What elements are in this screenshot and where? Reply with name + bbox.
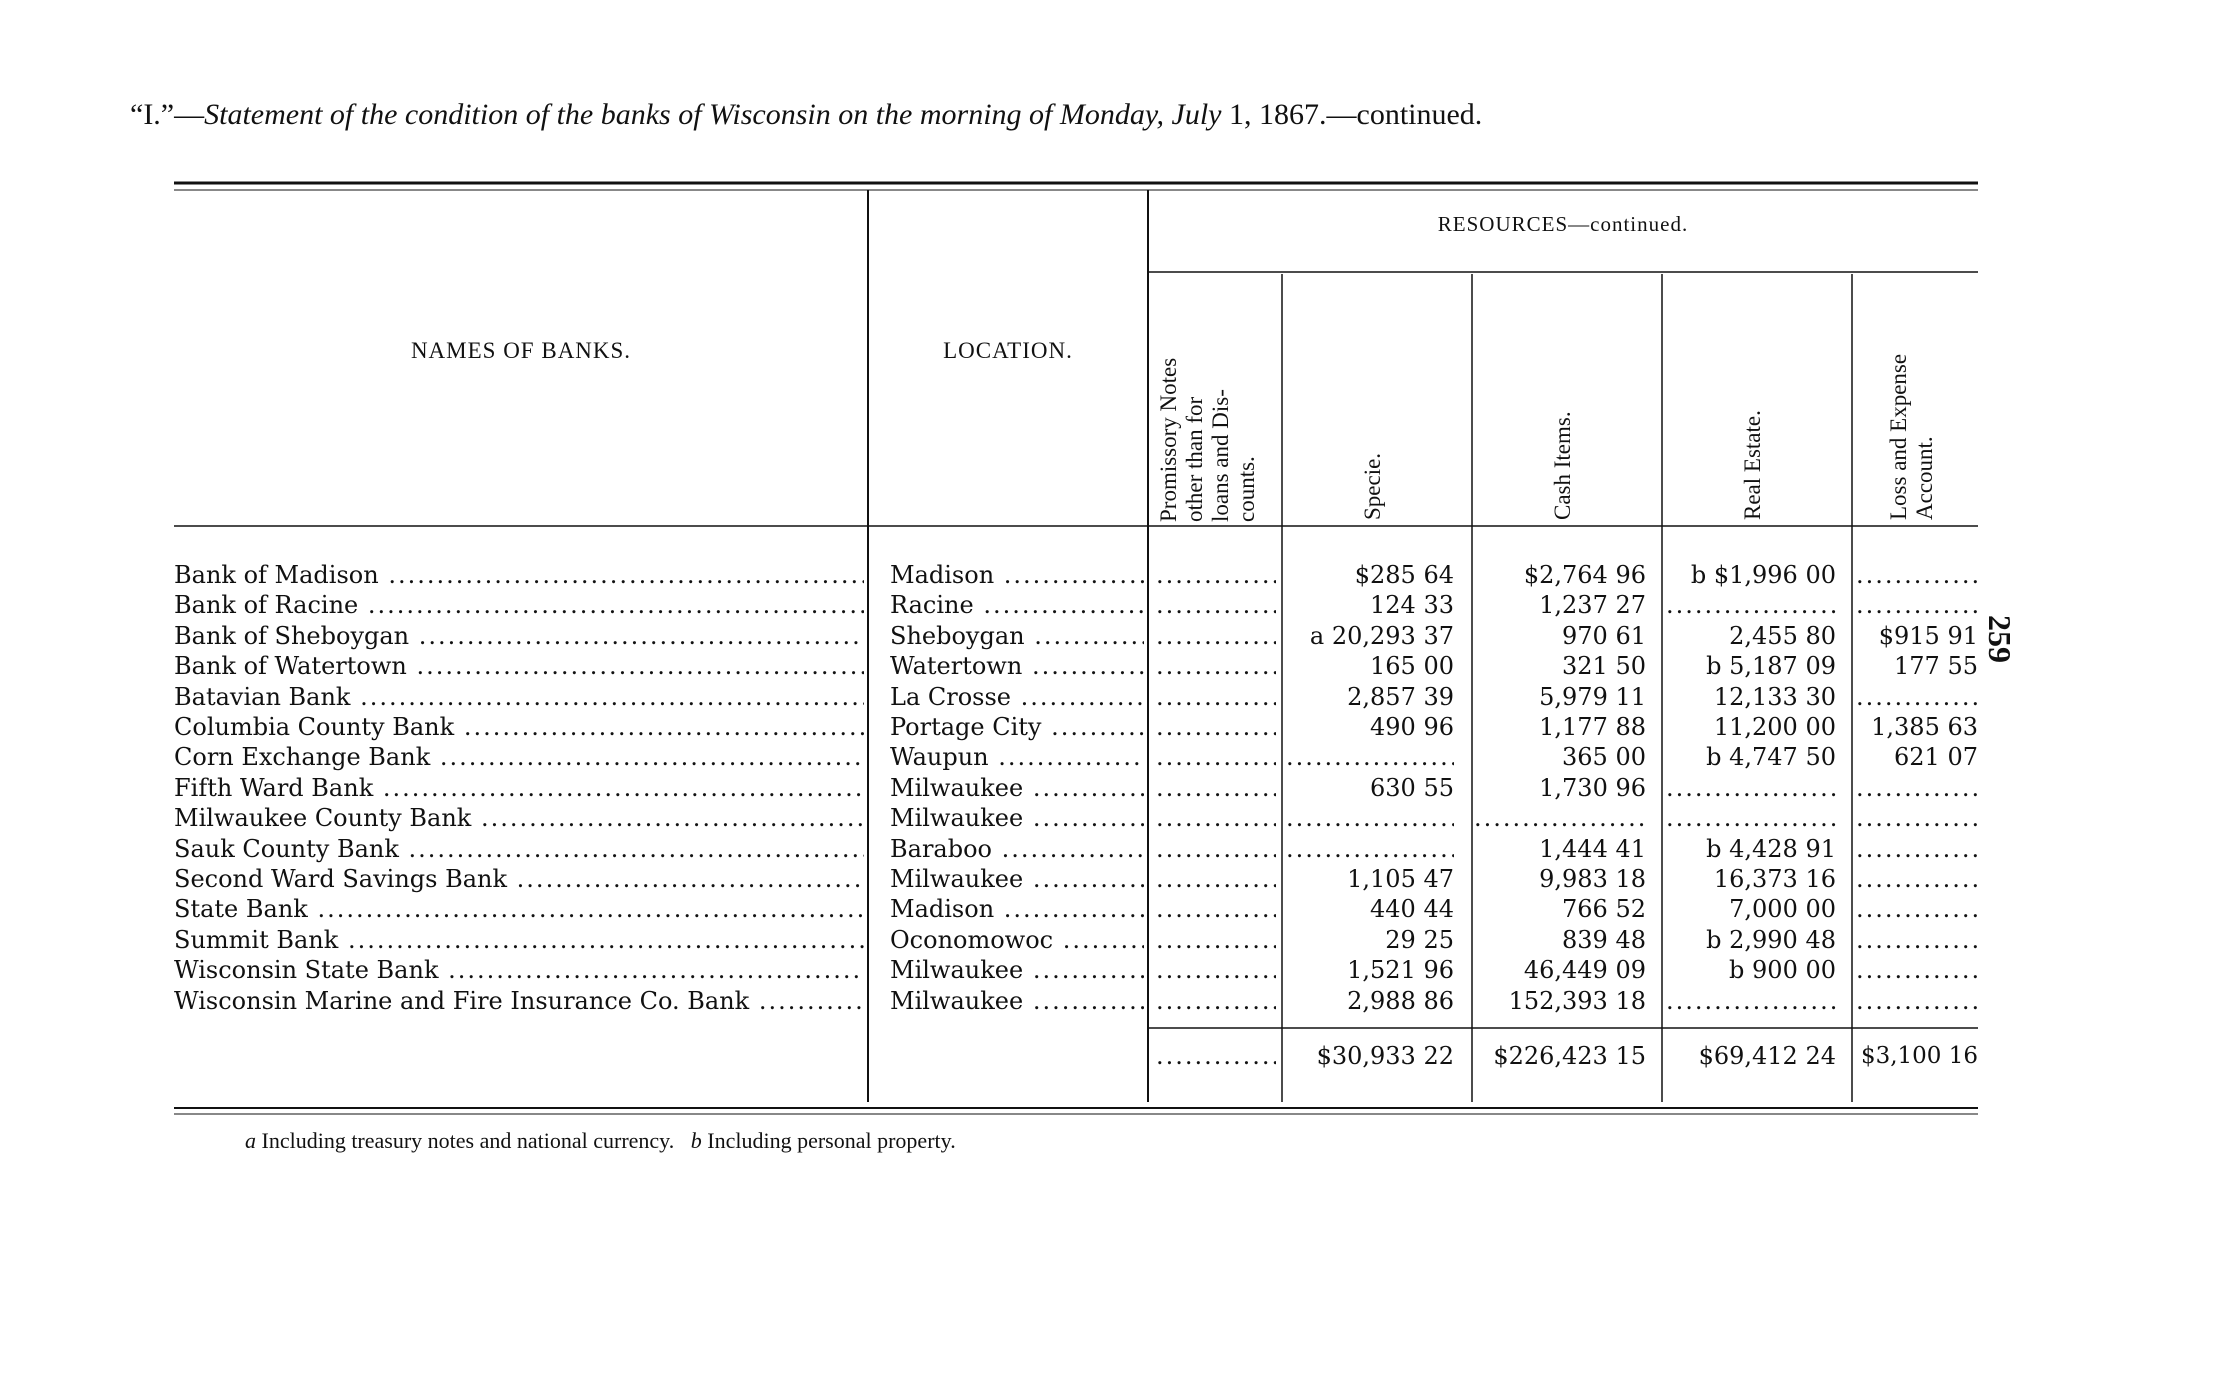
- specie-cell: 1,521 96: [1347, 956, 1454, 985]
- location-cell: Milwaukee .....: [890, 864, 1144, 894]
- bank-name-cell: Milwaukee County Bank .....: [174, 803, 864, 833]
- cash-items-cell: 321 50: [1562, 652, 1646, 681]
- table-row: [0, 621, 2222, 651]
- specie-cell: 124 33: [1370, 591, 1454, 620]
- promissory-cell: [1156, 894, 1276, 924]
- loss-expense-cell: [1856, 773, 1978, 803]
- table-row: [0, 894, 2222, 924]
- total-cash-items: $226,423 15: [1493, 1042, 1646, 1070]
- location-cell: Baraboo .....: [890, 834, 1144, 864]
- promissory-cell: [1156, 682, 1276, 712]
- cash-items-cell: 1,237 27: [1539, 591, 1646, 620]
- table-row: [0, 712, 2222, 742]
- real-estate-cell: b 4,428 91: [1706, 834, 1836, 863]
- loss-expense-cell: [1856, 986, 1978, 1016]
- cash-items-cell: 152,393 18: [1508, 986, 1646, 1015]
- table-row: [0, 864, 2222, 894]
- loss-expense-cell: [1856, 955, 1978, 985]
- bank-name-cell: Bank of Racine .....: [174, 590, 864, 620]
- specie-cell: $285 64: [1354, 561, 1454, 589]
- real-estate-cell: 16,373 16: [1713, 865, 1836, 893]
- promissory-cell: [1156, 712, 1276, 742]
- promissory-cell: [1156, 955, 1276, 985]
- real-estate-cell: b 900 00: [1729, 956, 1836, 985]
- promissory-cell: [1156, 925, 1276, 955]
- page-number: 259: [1982, 615, 2018, 663]
- bank-name-cell: Wisconsin State Bank .....: [174, 955, 864, 985]
- footnote-a-text: Including treasury notes and national currency.: [261, 1128, 675, 1153]
- location-cell: Oconomowoc .....: [890, 925, 1144, 955]
- footnote-a-mark: a: [245, 1128, 256, 1153]
- specie-cell: 490 96: [1370, 713, 1454, 741]
- header-names-of-banks: NAMES OF BANKS.: [410, 338, 632, 363]
- real-estate-cell: [1666, 590, 1836, 620]
- specie-cell: a 20,293 37: [1309, 621, 1454, 650]
- total-specie: $30,933 22: [1316, 1042, 1454, 1070]
- table-row: [0, 773, 2222, 803]
- location-cell: Madison .....: [890, 894, 1144, 924]
- table-row: [0, 925, 2222, 955]
- specie-cell: 440 44: [1370, 895, 1454, 924]
- specie-cell: 29 25: [1385, 925, 1454, 954]
- loss-expense-cell: $915 91: [1878, 621, 1978, 650]
- location-cell: Madison .....: [890, 560, 1144, 590]
- totals-promissory-cell: [1156, 1041, 1276, 1071]
- header-cash-items: Cash Items.: [1550, 411, 1575, 520]
- real-estate-cell: 7,000 00: [1729, 895, 1836, 924]
- real-estate-cell: b 4,747 50: [1706, 743, 1836, 772]
- table-row: [0, 651, 2222, 681]
- total-loss-expense: $3,100 16: [1860, 1043, 1978, 1069]
- bank-name-cell: Fifth Ward Bank .....: [174, 773, 864, 803]
- title-lead: “I.”—: [130, 98, 205, 131]
- bank-name-cell: Corn Exchange Bank .....: [174, 742, 864, 772]
- footnote-b-mark: b: [690, 1128, 702, 1153]
- specie-cell: [1286, 834, 1454, 864]
- loss-expense-cell: [1856, 925, 1978, 955]
- loss-expense-cell: [1856, 803, 1978, 833]
- cash-items-cell: 1,444 41: [1539, 834, 1646, 863]
- promissory-cell: [1156, 742, 1276, 772]
- real-estate-cell: b 2,990 48: [1706, 925, 1836, 954]
- header-loss-expense: Loss and Expense Account.: [1886, 353, 1937, 520]
- cash-items-cell: 970 61: [1562, 621, 1646, 650]
- title-tail: 1, 1867.—continued.: [1229, 98, 1483, 131]
- location-cell: Sheboygan .....: [890, 621, 1144, 651]
- location-cell: Watertown .....: [890, 651, 1144, 681]
- promissory-cell: [1156, 590, 1276, 620]
- cash-items-cell: 1,177 88: [1539, 713, 1646, 741]
- real-estate-cell: [1666, 803, 1836, 833]
- specie-cell: 1,105 47: [1347, 865, 1454, 893]
- promissory-cell: [1156, 834, 1276, 864]
- cash-items-cell: 46,449 09: [1523, 956, 1646, 985]
- cash-items-cell: 839 48: [1562, 925, 1646, 954]
- loss-expense-cell: 177 55: [1894, 652, 1978, 681]
- table-row: [0, 803, 2222, 833]
- promissory-cell: [1156, 773, 1276, 803]
- location-cell: La Crosse .....: [890, 682, 1144, 712]
- loss-expense-cell: [1856, 590, 1978, 620]
- header-specie: Specie.: [1360, 452, 1385, 520]
- promissory-cell: [1156, 651, 1276, 681]
- real-estate-cell: b 5,187 09: [1706, 652, 1836, 681]
- footnote-b-text: Including personal property.: [707, 1128, 956, 1153]
- real-estate-cell: [1666, 773, 1836, 803]
- real-estate-cell: b $1,996 00: [1690, 561, 1836, 589]
- loss-expense-cell: 1,385 63: [1871, 713, 1978, 741]
- header-resources: RESOURCES—continued.: [1437, 212, 1689, 236]
- loss-expense-cell: [1856, 682, 1978, 712]
- location-cell: Waupun .....: [890, 742, 1144, 772]
- bank-name-cell: Bank of Madison .....: [174, 560, 864, 590]
- totals-row: [0, 1041, 2222, 1071]
- specie-cell: 630 55: [1370, 773, 1454, 802]
- table-row: [0, 560, 2222, 590]
- loss-expense-cell: [1856, 560, 1978, 590]
- loss-expense-cell: [1856, 894, 1978, 924]
- bank-name-cell: Bank of Sheboygan .....: [174, 621, 864, 651]
- cash-items-cell: [1474, 803, 1646, 833]
- table-row: [0, 955, 2222, 985]
- real-estate-cell: 11,200 00: [1713, 713, 1836, 741]
- cash-items-cell: 365 00: [1562, 743, 1646, 772]
- cash-items-cell: $2,764 96: [1523, 561, 1646, 589]
- title-text: Statement of the condition of the banks of Wisconsin on the morning of Monday, July: [204, 98, 1222, 131]
- loss-expense-cell: 621 07: [1894, 743, 1978, 772]
- bank-name-cell: Summit Bank .....: [174, 925, 864, 955]
- real-estate-cell: 12,133 30: [1713, 682, 1836, 711]
- header-real-estate: Real Estate.: [1740, 410, 1765, 520]
- location-cell: Milwaukee .....: [890, 986, 1144, 1016]
- specie-cell: 165 00: [1370, 652, 1454, 681]
- table-row: [0, 742, 2222, 772]
- header-location: LOCATION.: [943, 338, 1073, 363]
- table-row: [0, 682, 2222, 712]
- table-row: [0, 986, 2222, 1016]
- real-estate-cell: [1666, 986, 1836, 1016]
- specie-cell: 2,857 39: [1347, 682, 1454, 711]
- promissory-cell: [1156, 803, 1276, 833]
- bank-name-cell: Batavian Bank .....: [174, 682, 864, 712]
- specie-cell: [1286, 742, 1454, 772]
- bank-name-cell: Bank of Watertown .....: [174, 651, 864, 681]
- promissory-cell: [1156, 986, 1276, 1016]
- table-row: [0, 834, 2222, 864]
- bank-name-cell: State Bank .....: [174, 894, 864, 924]
- location-cell: Milwaukee .....: [890, 955, 1144, 985]
- location-cell: Racine .....: [890, 590, 1144, 620]
- promissory-cell: [1156, 864, 1276, 894]
- promissory-cell: [1156, 560, 1276, 590]
- location-cell: Milwaukee .....: [890, 803, 1144, 833]
- specie-cell: 2,988 86: [1347, 986, 1454, 1015]
- bank-name-cell: Second Ward Savings Bank .....: [174, 864, 864, 894]
- location-cell: Portage City .....: [890, 712, 1144, 742]
- loss-expense-cell: [1856, 864, 1978, 894]
- bank-name-cell: Columbia County Bank .....: [174, 712, 864, 742]
- bank-name-cell: Wisconsin Marine and Fire Insurance Co. Bank .....: [174, 986, 864, 1016]
- bank-name-cell: Sauk County Bank .....: [174, 834, 864, 864]
- total-real-estate: $69,412 24: [1698, 1042, 1836, 1070]
- footnote: [245, 1128, 956, 1154]
- cash-items-cell: 1,730 96: [1539, 773, 1646, 802]
- table-row: [0, 590, 2222, 620]
- specie-cell: [1286, 803, 1454, 833]
- cash-items-cell: 766 52: [1562, 895, 1646, 924]
- location-cell: Milwaukee .....: [890, 773, 1144, 803]
- cash-items-cell: 5,979 11: [1539, 682, 1646, 711]
- loss-expense-cell: [1856, 834, 1978, 864]
- real-estate-cell: 2,455 80: [1729, 621, 1836, 650]
- header-promissory-notes: Promissory Notes other than for loans and Dis- counts.: [1156, 357, 1259, 522]
- cash-items-cell: 9,983 18: [1539, 865, 1646, 893]
- promissory-cell: [1156, 621, 1276, 651]
